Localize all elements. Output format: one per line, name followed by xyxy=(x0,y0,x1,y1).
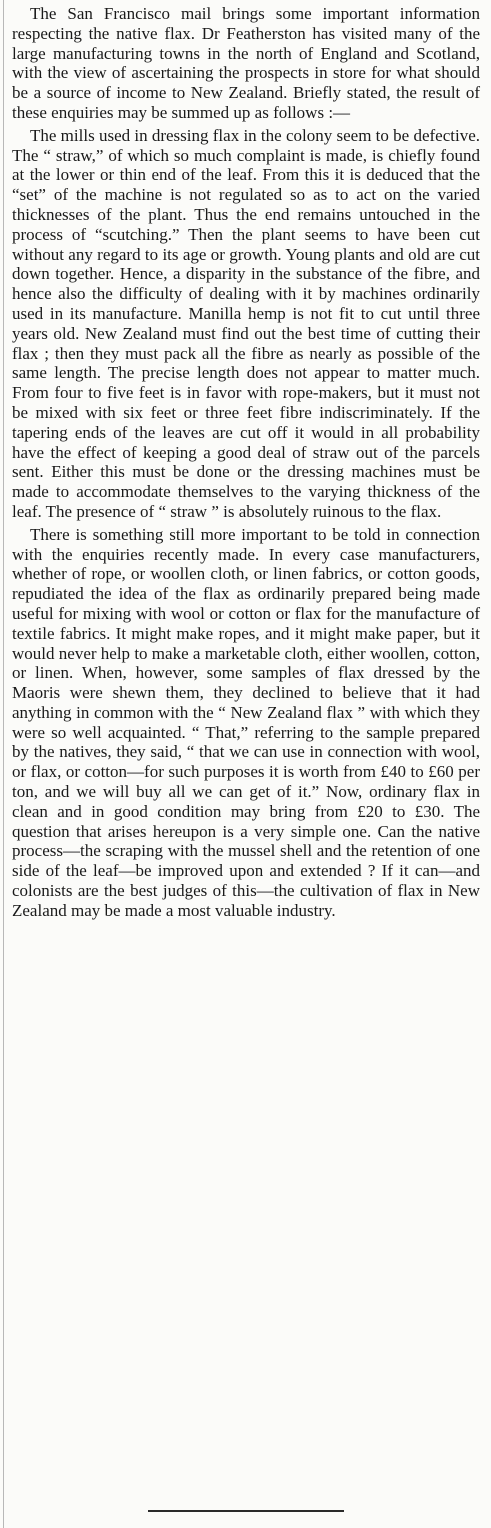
article-paragraph-1: The San Francisco mail brings some important information respecting the native flax. Dr Featherston has visited many of the large manufacturing towns in the north of England and Scotland, with the view of ascertaining the prospects in store for what should be a source of income to New Zealand. Briefly stated, the result of these enquiries may be summed up as follows :— xyxy=(12,4,480,122)
article-end-rule xyxy=(148,1510,344,1512)
column-edge-line xyxy=(3,0,4,1528)
article-column xyxy=(12,4,480,921)
article-paragraph-2: The mills used in dressing flax in the colony seem to be defective. The “ straw,” of which so much complaint is made, is chiefly found at the lower or thin end of the leaf. From this it is deduced that the “set” of the machine is not regulated so as to act on the varied thicknesses of the plant. Thus the end remains untouched in the process of “scutching.” Then the plant seems to have been cut without any regard to its age or growth. Young plants and old are cut down together. Hence, a disparity in the substance of the fibre, and hence also the difficulty of dealing with it by machines ordinarily used in its manufacture. Manilla hemp is not fit to cut until three years old. New Zealand must find out the best time of cutting their flax ; then they must pack all the fibre as nearly as possible of the same length. The precise length does not appear to matter much. From four to five feet is in favor with rope-makers, but it must not be mixed with six feet or three feet fibre indiscriminately. If the tapering ends of the leaves are cut off it would in all probability have the effect of keeping a good deal of straw out of the parcels sent. Either this must be done or the dressing machines must be made to accommodate themselves to the varying thickness of the leaf. The presence of “ straw ” is absolutely ruinous to the flax. xyxy=(12,125,480,521)
article-paragraph-3: There is something still more important to be told in connection with the enquiries recently made. In every case manufacturers, whether of rope, or woollen cloth, or linen fabrics, or cotton goods, repudiated the idea of the flax as ordinarily prepared being made useful for mixing with wool or cotton or flax for the manufacture of textile fabrics. It might make ropes, and it might make paper, but it would never help to make a marketable cloth, either woollen, cotton, or linen. When, however, some samples of flax dressed by the Maoris were shewn them, they declined to believe that it had anything in common with the “ New Zealand flax ” with which they were so well acquainted. “ That,” referring to the sample prepared by the natives, they said, “ that we can use in connection with wool, or flax, or cotton—for such purposes it is worth from £40 to £60 per ton, and we will buy all we can get of it.” Now, ordinary flax in clean and in good condition may bring from £20 to £30. The question that arises hereupon is a very simple one. Can the native process—the scraping with the mussel shell and the retention of one side of the leaf—be improved upon and extended ? If it can—and colonists are the best judges of this—the cultivation of flax in New Zealand may be made a most valuable industry. xyxy=(12,524,480,920)
